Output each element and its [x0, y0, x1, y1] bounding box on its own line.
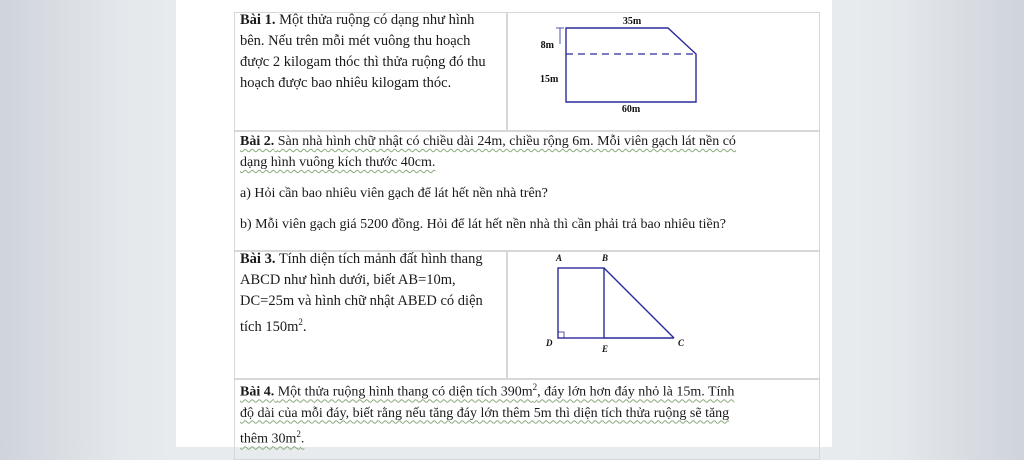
- bai3-line-4: [240, 312, 506, 338]
- bai1-field-figure: [536, 14, 716, 114]
- vertex-b: B: [602, 253, 609, 263]
- bai2-line-1-text: Sàn nhà hình chữ nhật có chiều dài 24m, chiều rộng 6m. Mỗi viên gạch lát nền có: [277, 134, 736, 149]
- bai3-line-2: ABCD như hình dưới, biết AB=10m,: [240, 272, 456, 288]
- rectangle-abed: [558, 268, 604, 338]
- field-outline: [566, 28, 696, 102]
- field-label-35m: 35m: [622, 16, 642, 27]
- document-page: [176, 0, 832, 447]
- bai2-line-2: dạng hình vuông kích thước 40cm.: [240, 155, 436, 170]
- trapezoid-side-bc: [604, 268, 674, 338]
- vertex-e: E: [602, 344, 609, 354]
- bai2-part-b: b) Mỗi viên gạch giá 5200 đồng. Hỏi để lát hết nền nhà thì cần phải trả bao nhiêu tiền?: [240, 217, 726, 232]
- bai4-line-3-sup: 2: [296, 428, 301, 439]
- bai1-line-4: hoạch được bao nhiêu kilogam thóc.: [240, 75, 452, 91]
- field-label-15m: 15m: [540, 74, 559, 85]
- bai3-line-4-sup: 2: [298, 317, 303, 327]
- bai1-line-1: Một thửa ruộng có dạng như hình: [279, 12, 475, 28]
- bai4-text: [240, 377, 825, 449]
- bai3-trapezoid-figure: [536, 252, 696, 357]
- bai4-line-1-text: Một thửa ruộng hình thang có diện tích 390m: [277, 384, 533, 400]
- bai4-line-1-end: , đáy lớn hơn đáy nhỏ là 15m. Tính: [537, 384, 735, 400]
- bai3-line-1: [240, 249, 506, 270]
- bai2-label: Bài 2.: [240, 134, 275, 149]
- bai1-label: Bài 1.: [240, 12, 276, 28]
- bai4-line-2: độ dài của mỗi đáy, biết rằng nếu tăng đáy lớn thêm 5m thì diện tích thửa ruộng sẽ tăng: [240, 405, 730, 421]
- bai4-line-3-end: .: [300, 431, 305, 447]
- bai1-line-2: bên. Nếu trên mỗi mét vuông thu hoạch: [240, 33, 471, 49]
- bai4-line-1: [240, 377, 825, 403]
- bai3-label: Bài 3.: [240, 251, 276, 267]
- vertex-a: A: [556, 253, 563, 263]
- bai3-line-3: DC=25m và hình chữ nhật ABED có diện: [240, 293, 483, 309]
- vertex-c: C: [678, 338, 685, 348]
- bai4-line-3: [240, 424, 825, 450]
- bai4-label: Bài 4.: [240, 384, 275, 400]
- bai4-line-1-sup: 2: [532, 382, 538, 392]
- bai2-part-a: a) Hỏi cần bao nhiêu viên gạch để lát hết nền nhà trên?: [240, 186, 548, 201]
- field-label-60m: 60m: [621, 104, 641, 114]
- bai1-line-3: được 2 kilogam thóc thì thửa ruộng đó thu: [240, 54, 486, 70]
- bai2-text: [240, 131, 825, 235]
- right-angle-marker: [558, 332, 564, 338]
- field-label-8m: 8m: [540, 40, 554, 51]
- bai3-line-4-end: .: [302, 318, 307, 335]
- bai1-text: [240, 10, 510, 94]
- vertex-d: D: [546, 338, 553, 348]
- bai3-line-4-text: tích 150m: [240, 318, 299, 335]
- bai2-line-1: [240, 131, 825, 152]
- bai3-text: [240, 249, 506, 338]
- bai4-line-3-text: thêm 30m: [240, 431, 297, 447]
- bai3-line-1-text: Tính diện tích mảnh đất hình thang: [278, 251, 483, 267]
